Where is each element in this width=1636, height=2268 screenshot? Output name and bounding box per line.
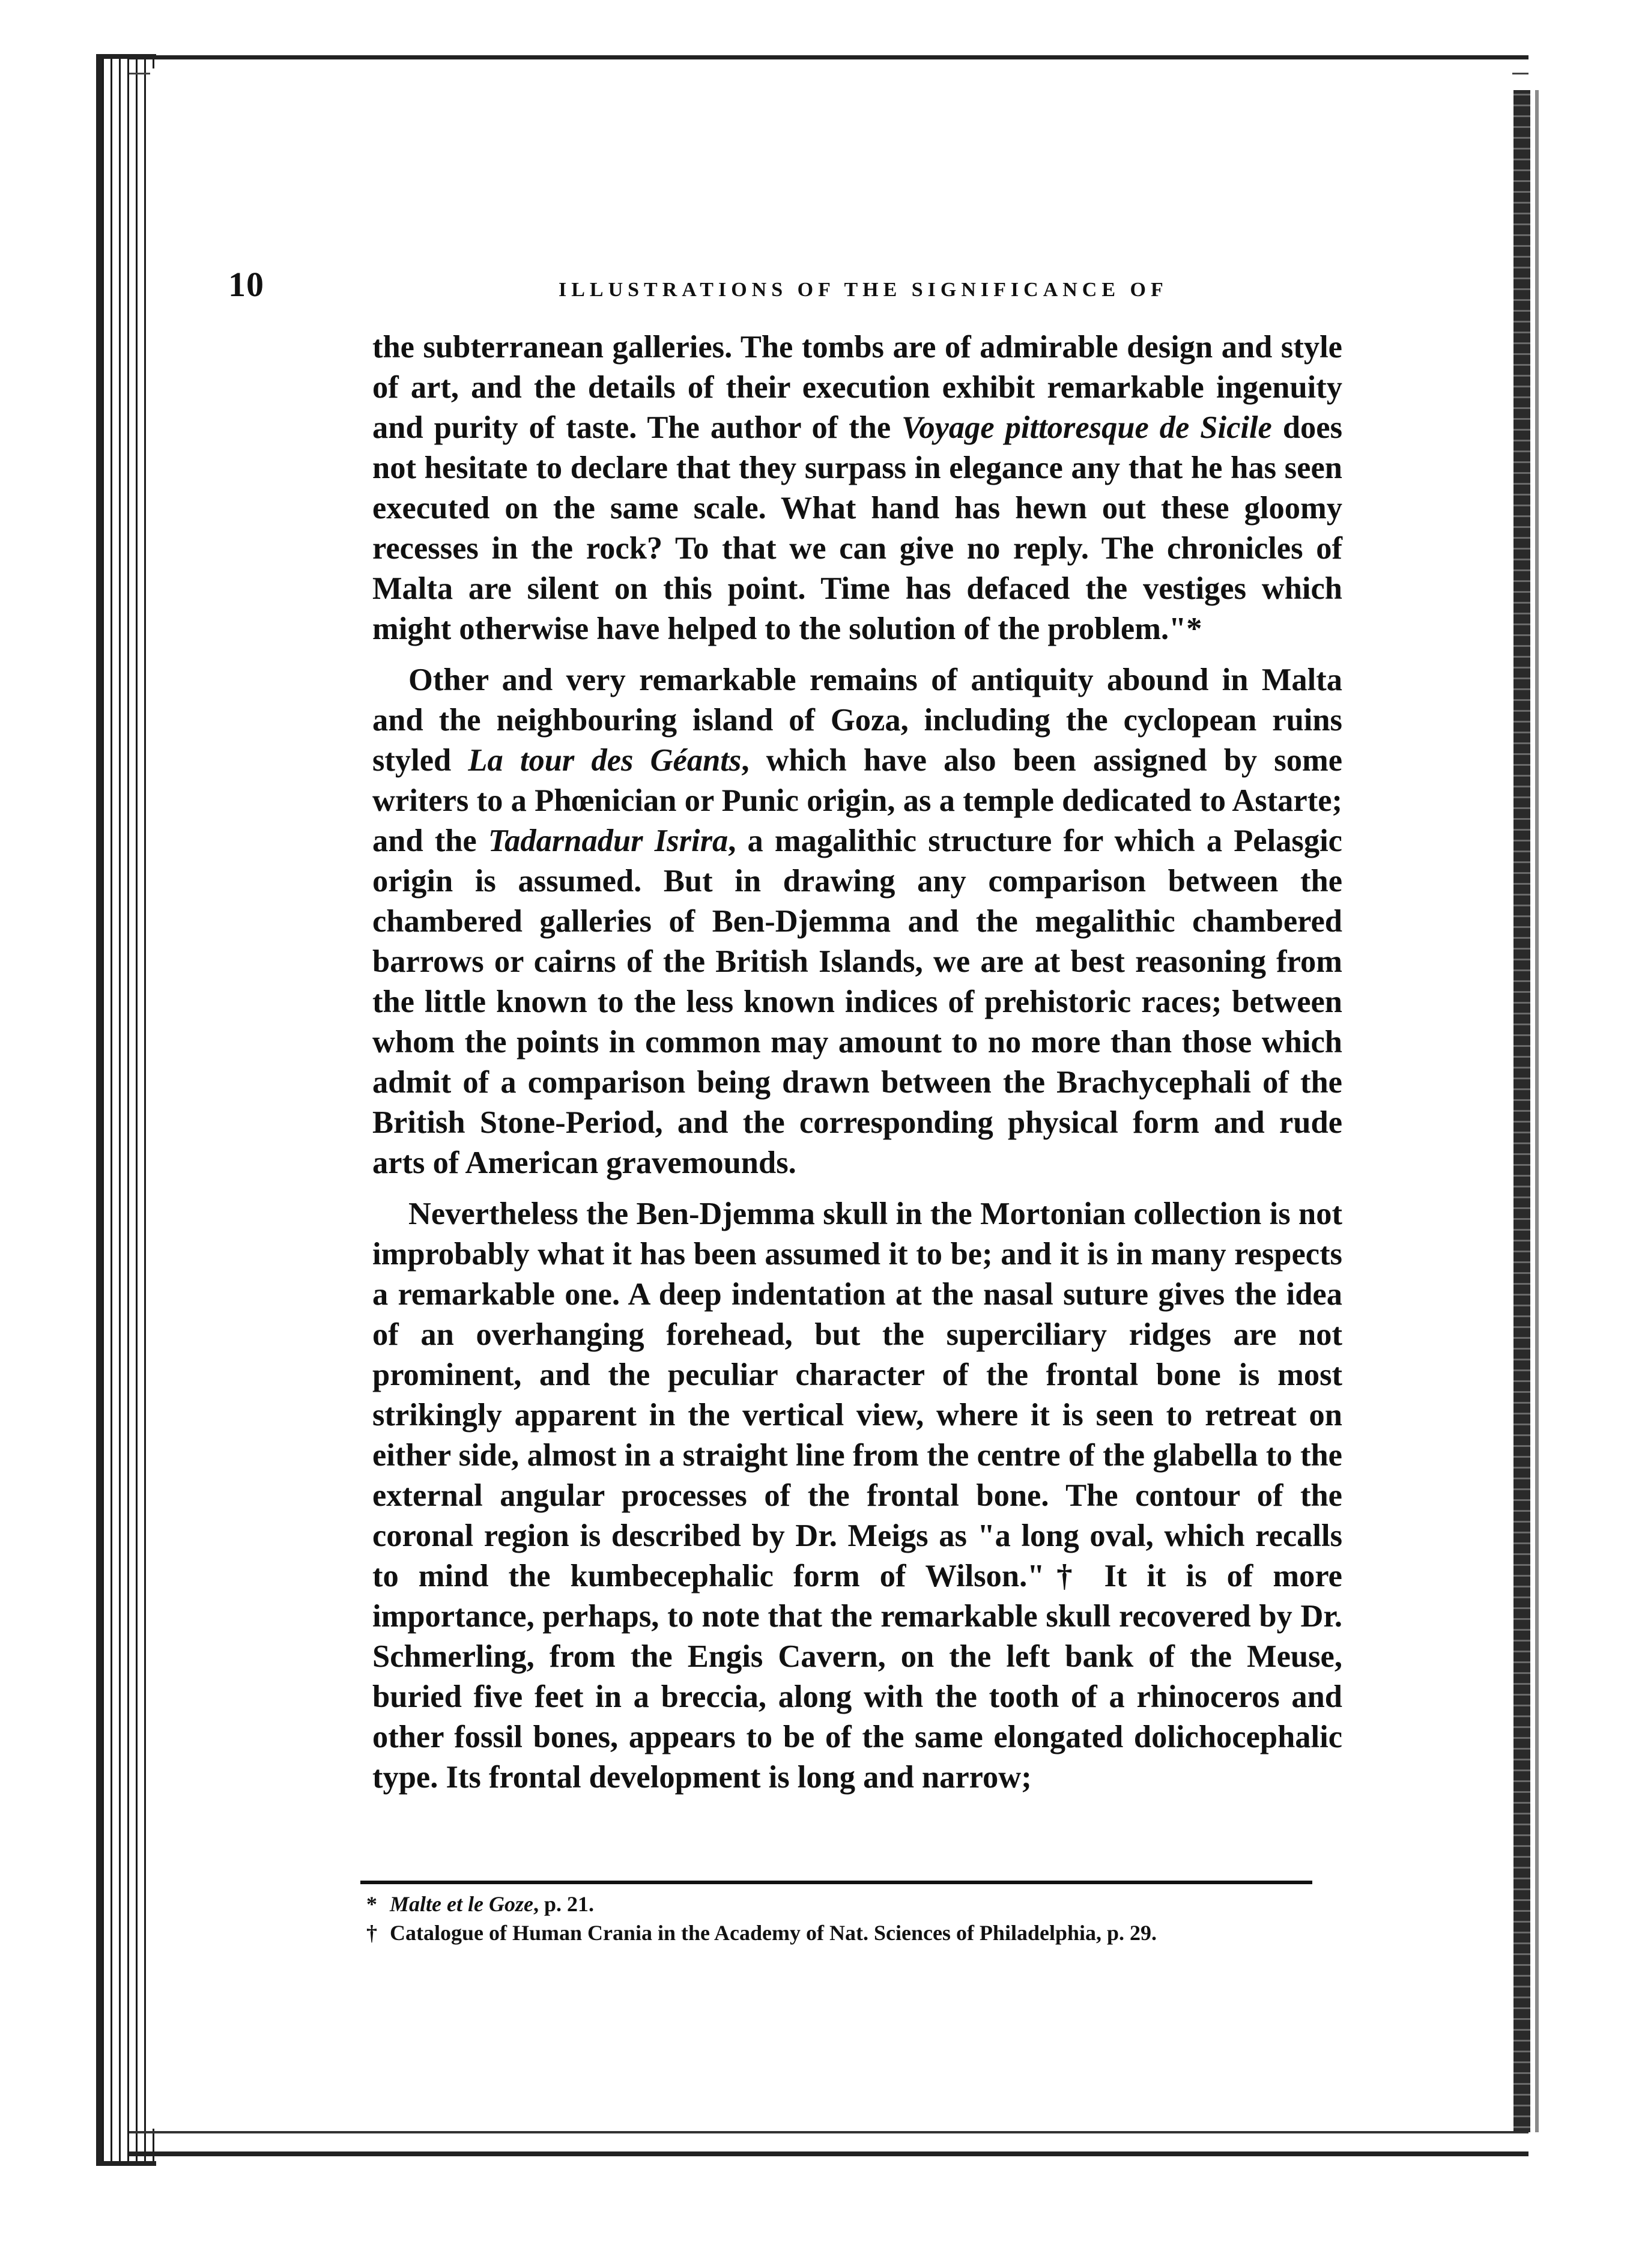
- footnote-1-title: Malte et le Goze: [390, 1892, 533, 1916]
- paragraph-1-segment-3: does not hesitate to declare that they surpass in elegance any that he has seen executed on the same scale. What hand has hewn out these gloomy recesses in the rock? To that we can give no reply. The chronicles of Malta are silent on this point. Time has defaced the vestiges which might otherwise have helped to the solution of the problem."*: [372, 410, 1342, 646]
- body-text: [372, 327, 1342, 1798]
- page-number: 10: [228, 265, 264, 304]
- running-head: [228, 264, 1345, 312]
- paragraph-1-segment-1: the subterranean galleries. The tombs are of admirable design and style of art, and the details of their execution exhibit remarkable ingenuity and purity of taste. The author of the: [372, 330, 1342, 445]
- footnotes: [366, 1890, 1357, 1947]
- paragraph-2-segment-1: Other and very remarkable remains of antiquity abound in Malta and the neighbouring island of Goza, including the cyclopean ruins styled: [372, 663, 1342, 778]
- book-page-edge-bottom: [129, 2131, 1528, 2156]
- paragraph-2: [372, 660, 1342, 1183]
- book-page-edge-right-outer: [1535, 90, 1539, 2132]
- paragraph-2-segment-3: , which have also been assigned by some writers to a Phœnician or Punic origin, as a temple dedicated to Astarte; and the: [372, 743, 1343, 858]
- footnote-2-symbol: †: [366, 1921, 377, 1945]
- book-page-stack-left: [96, 54, 156, 2166]
- footnote-1-symbol: *: [366, 1892, 377, 1916]
- paragraph-1-segment-2: Voyage pittoresque de Sicile: [901, 410, 1272, 445]
- paragraph-2-segment-4: Tadarnadur Isrira: [488, 823, 729, 858]
- book-page-edge-right: [1513, 90, 1530, 2132]
- running-head-title: ILLUSTRATIONS OF THE SIGNIFICANCE OF: [559, 279, 1168, 301]
- paragraph-2-segment-5: , a magalithic structure for which a Pelasgic origin is assumed. But in drawing any comparison between the chambered galleries of Ben-Djemma and the megalithic chambered barrows or cairns of the British Islands, we are at best reasoning from the little known to the less known indices of prehistoric races; between whom the points in common may amount to no more than those which admit of a comparison being drawn between the Brachycephali of the British Stone-Period, and the corresponding physical form and rude arts of American gravemounds.: [372, 823, 1342, 1180]
- paragraph-3: [372, 1194, 1342, 1798]
- footnote-2-text: Catalogue of Human Crania in the Academy of Nat. Sciences of Philadelphia, p. 29.: [390, 1921, 1157, 1945]
- footnote-1: [366, 1890, 1357, 1918]
- paragraph-3-segment-1: Nevertheless the Ben-Djemma skull in the Mortonian collection is not improbably what it has been assumed it to be; and it is in many respects a remarkable one. A deep indentation at the nasal suture gives the idea of an overhanging forehead, but the superciliary ridges are not prominent, and the peculiar character of the frontal bone is most strikingly apparent in the vertical view, where it is seen to retreat on either side, almost in a straight line from the centre of the glabella to the external angular processes of the frontal bone. The contour of the coronal region is described by Dr. Meigs as "a long oval, which recalls to mind the kumbecephalic form of Wilson."† It it is of more importance, perhaps, to note that the remarkable skull recovered by Dr. Schmerling, from the Engis Cavern, on the left bank of the Meuse, buried five feet in a breccia, along with the tooth of a rhinoceros and other fossil bones, appears to be of the same elongated dolichocephalic type. Its frontal development is long and narrow;: [372, 1196, 1342, 1795]
- footnote-2: [366, 1918, 1357, 1947]
- paragraph-1: [372, 327, 1342, 649]
- footnote-1-text: , p. 21.: [533, 1892, 594, 1916]
- footnote-rule: [360, 1881, 1312, 1884]
- paragraph-2-segment-2: La tour des Géants: [468, 743, 742, 778]
